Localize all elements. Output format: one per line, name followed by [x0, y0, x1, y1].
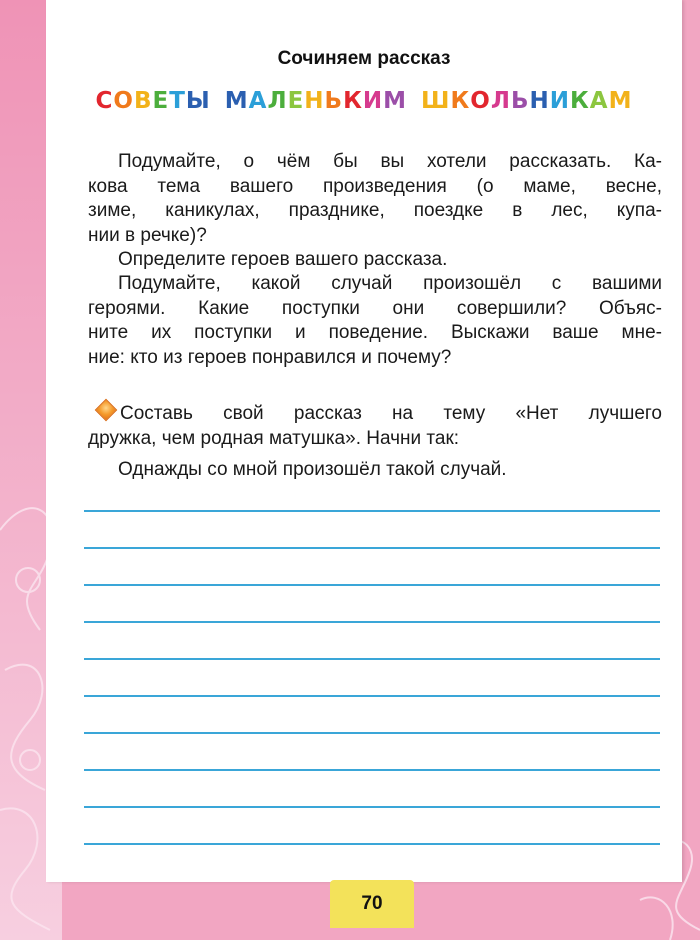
writing-line: [84, 510, 660, 512]
writing-line: [84, 584, 660, 586]
paragraph-line: ние: кто из героев понравился и почему?: [88, 346, 452, 368]
writing-line: [84, 547, 660, 549]
paragraph-events: [88, 272, 662, 370]
workbook-page: [46, 0, 682, 882]
story-start-text: [88, 458, 662, 483]
paragraph-line: дружка, чем родная матушка». Начни так:: [88, 427, 460, 449]
subtitle-word: ШКОЛЬНИКАМ: [421, 88, 633, 114]
task-instruction: [88, 402, 662, 451]
writing-line: [84, 769, 660, 771]
paragraph-line: нии в речке)?: [88, 224, 207, 246]
paragraph-line: Определите героев вашего рассказа.: [118, 249, 448, 270]
subtitle-word: СОВЕТЫ: [95, 88, 211, 114]
writing-line: [84, 806, 660, 808]
rainbow-subtitle: [46, 88, 682, 114]
writing-line: [84, 732, 660, 734]
paragraph-line: Составь свой рассказ на тему «Нет лучшего: [88, 402, 662, 427]
paragraph-line: кова тема вашего произведения (о маме, весне,: [88, 175, 662, 197]
writing-line: [84, 658, 660, 660]
paragraph-line: Подумайте, какой случай произошёл с вашими: [118, 273, 662, 294]
writing-line: [84, 621, 660, 623]
paragraph-topic: [88, 150, 662, 248]
paragraph-line: героями. Какие поступки они совершили? Объяс-: [88, 297, 662, 319]
writing-line: [84, 695, 660, 697]
subtitle-word: МАЛЕНЬКИМ: [224, 88, 408, 114]
orange-diamond-icon: [95, 399, 118, 422]
paragraph-line: Подумайте, о чём бы вы хотели рассказать. Ка-: [118, 151, 662, 172]
paragraph-line: зиме, каникулах, празднике, поездке в лес, купа-: [88, 200, 662, 221]
writing-line: [84, 843, 660, 845]
page-title: Сочиняем рассказ: [277, 48, 451, 69]
page-number: 70: [330, 880, 414, 928]
paragraph-heroes: [88, 248, 662, 273]
paragraph-line: ните их поступки и поведение. Выскажи ваше мне-: [88, 322, 662, 343]
story-start-line: Однажды со мной произошёл такой случай.: [118, 459, 507, 480]
